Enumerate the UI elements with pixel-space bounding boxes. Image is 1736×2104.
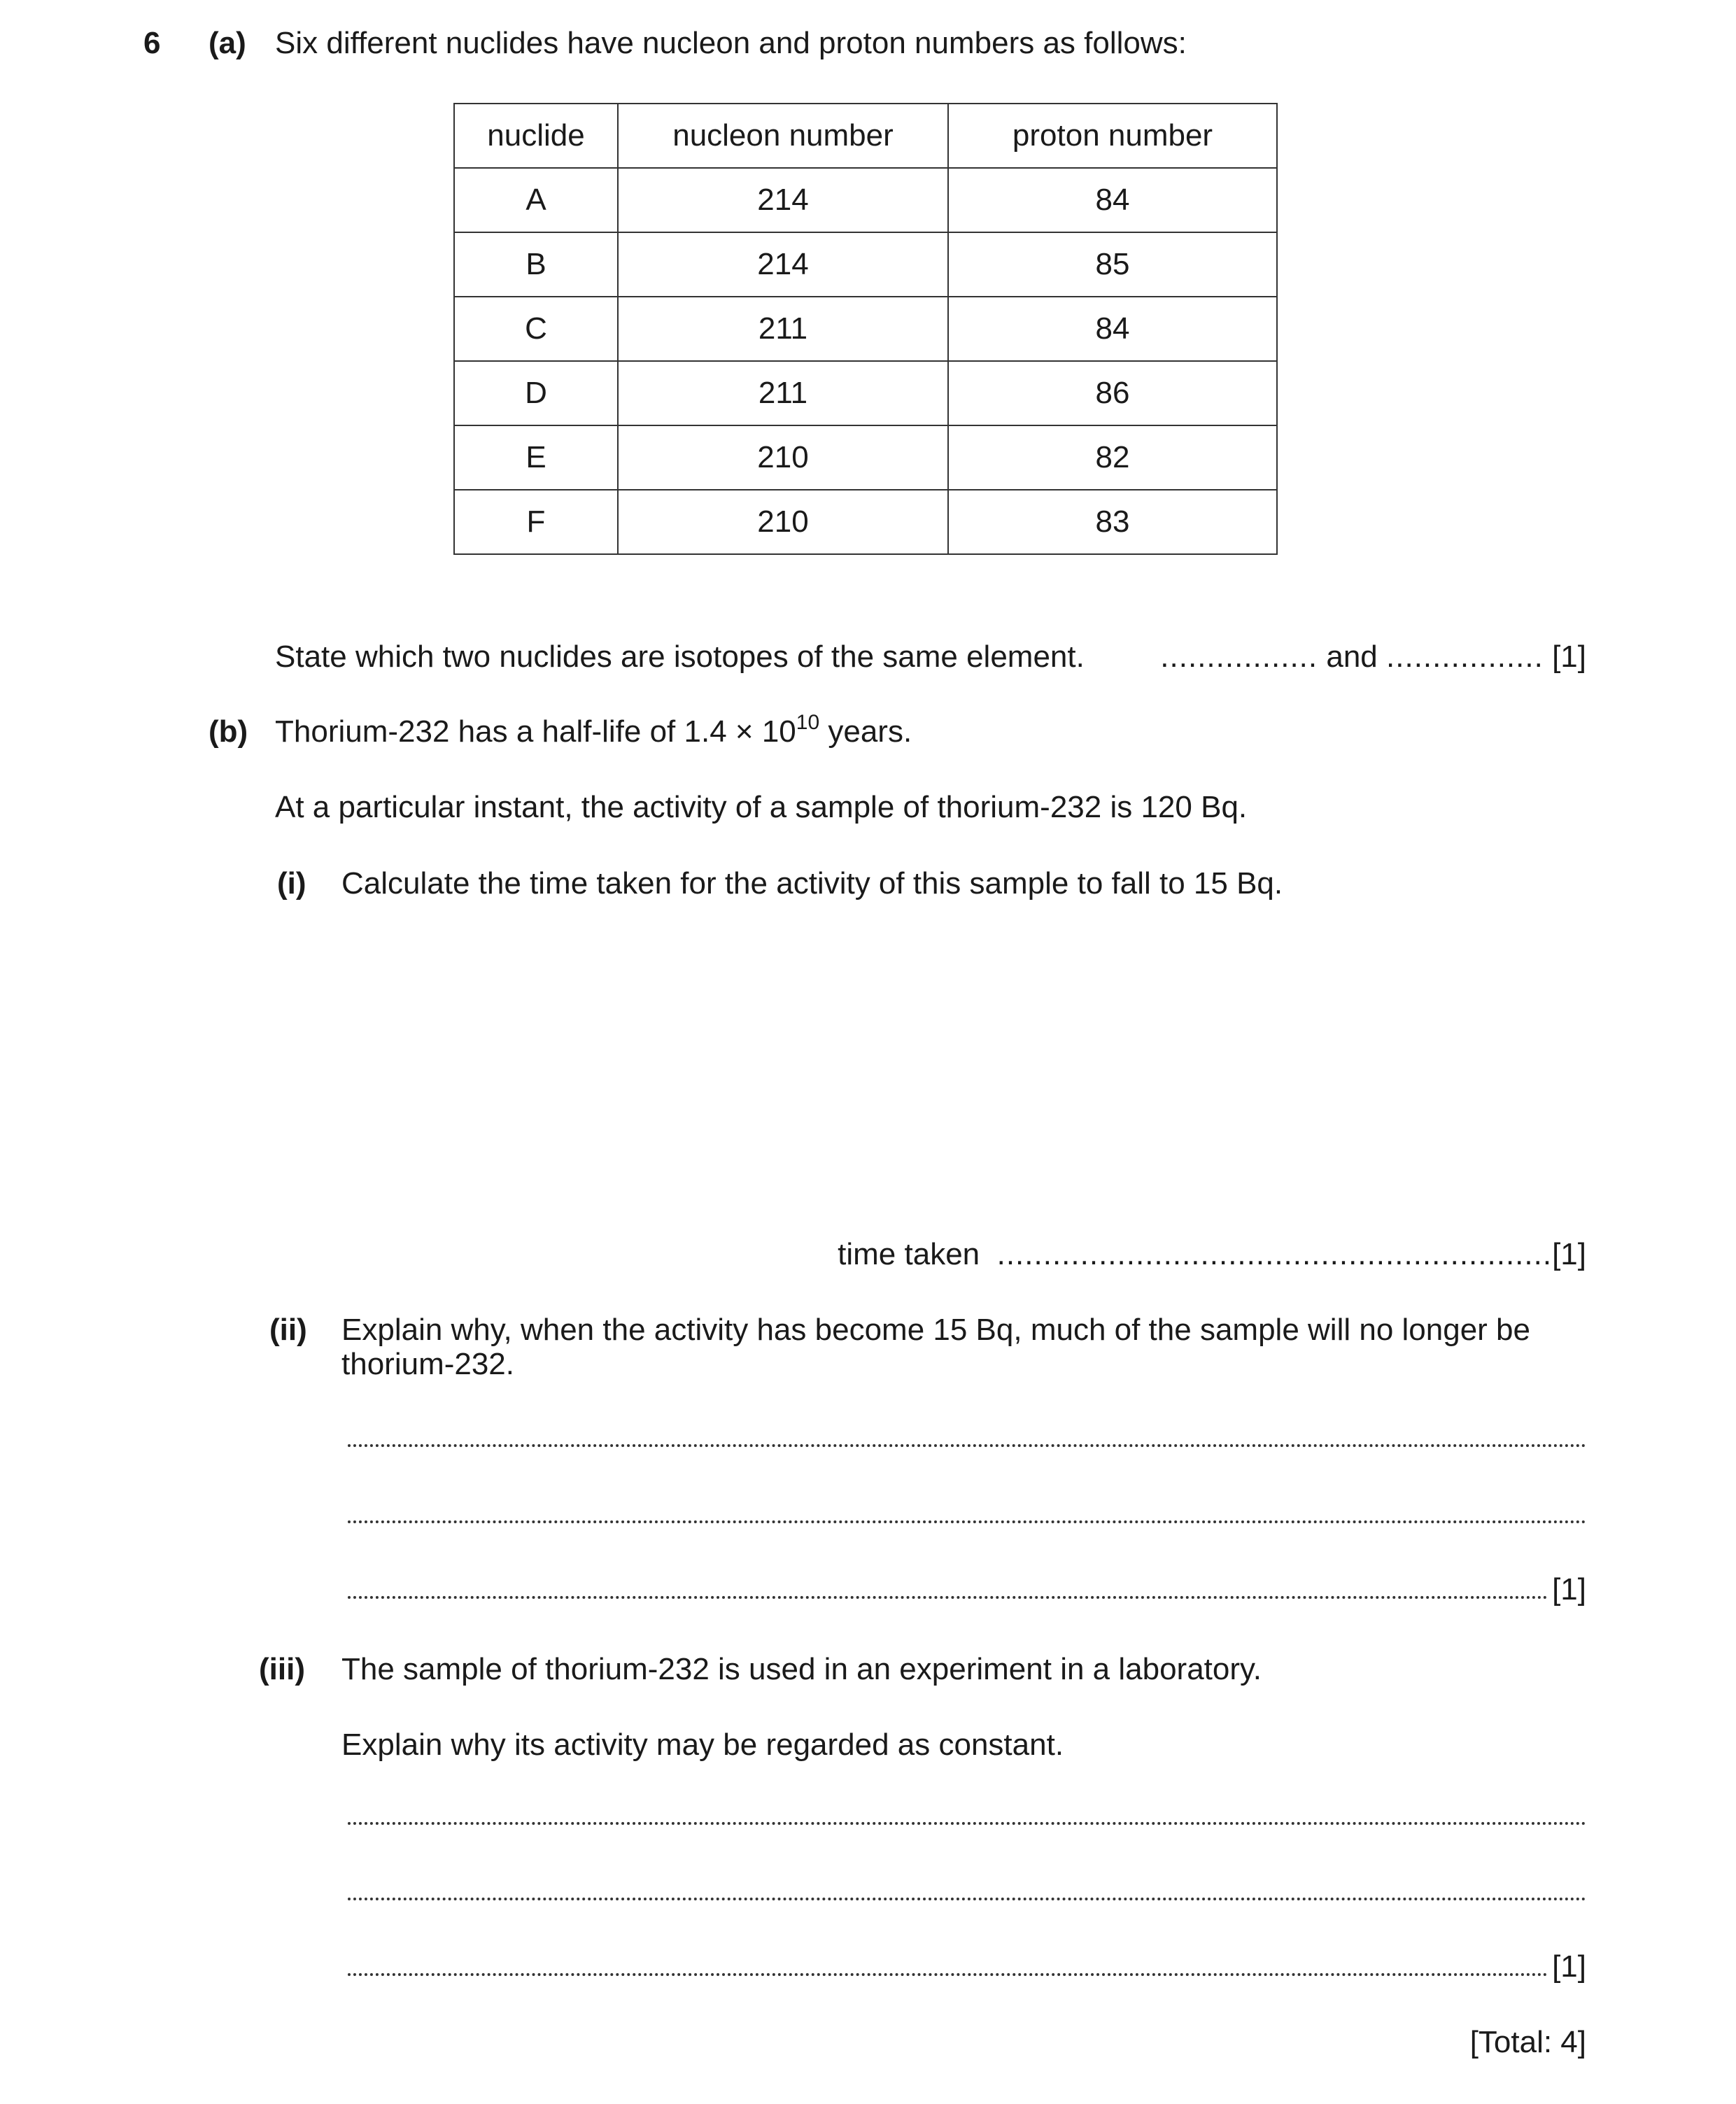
sub-i-text: Calculate the time taken for the activity of this sample to fall to 15 Bq. (341, 866, 1283, 901)
cell-proton: 84 (948, 297, 1277, 361)
cell-nucleon: 211 (618, 361, 948, 425)
table-row (454, 490, 1277, 554)
sub-iii-text: The sample of thorium-232 is used in an experiment in a laboratory. (341, 1652, 1262, 1686)
total-marks: [Total: 4] (1469, 2025, 1586, 2059)
half-life-unit: years. (819, 714, 912, 749)
time-taken-label: time taken (838, 1237, 980, 1271)
half-life-exponent: 10 (796, 711, 820, 734)
table-row (454, 361, 1277, 425)
sub-ii-label: (ii) (269, 1313, 307, 1347)
answer-line[interactable] (348, 1973, 1548, 1976)
sub-ii-marks: [1] (1552, 1572, 1586, 1607)
time-taken-answer[interactable] (838, 1239, 1586, 1270)
cell-nuclide: A (454, 168, 618, 232)
working-space[interactable] (341, 917, 1587, 1217)
sub-iii-text2: Explain why its activity may be regarded as constant. (341, 1728, 1064, 1762)
answer-and: and (1326, 640, 1378, 674)
sub-iii-marks: [1] (1552, 1949, 1586, 1984)
question-number: 6 (143, 26, 161, 60)
part-b-label: (b) (209, 714, 248, 749)
cell-proton: 86 (948, 361, 1277, 425)
sub-i-marks: [1] (1552, 1237, 1586, 1271)
cell-nuclide: B (454, 232, 618, 297)
sub-i-label: (i) (277, 866, 306, 901)
cell-nuclide: F (454, 490, 618, 554)
sub-ii-text-line1: Explain why, when the activity has become 15 Bq, much of the sample will no longer be (341, 1313, 1530, 1347)
nuclide-table (453, 103, 1278, 555)
header-proton-number: proton number (948, 104, 1277, 168)
cell-nucleon: 214 (618, 168, 948, 232)
cell-nucleon: 210 (618, 490, 948, 554)
cell-nuclide: D (454, 361, 618, 425)
cell-proton: 85 (948, 232, 1277, 297)
cell-proton: 84 (948, 168, 1277, 232)
header-nuclide: nuclide (454, 104, 618, 168)
part-a-label: (a) (209, 26, 246, 60)
part-a-marks: [1] (1552, 640, 1586, 674)
answer-line[interactable] (348, 1596, 1548, 1599)
activity-statement: At a particular instant, the activity of a sample of thorium-232 is 120 Bq. (275, 790, 1248, 824)
cell-proton: 83 (948, 490, 1277, 554)
half-life-statement (275, 711, 912, 749)
cell-nucleon: 210 (618, 425, 948, 490)
sub-ii-text-line2: thorium-232. (341, 1347, 515, 1381)
cell-nuclide: C (454, 297, 618, 361)
cell-nucleon: 214 (618, 232, 948, 297)
cell-nuclide: E (454, 425, 618, 490)
sub-iii-label: (iii) (259, 1652, 305, 1686)
part-a-intro: Six different nuclides have nucleon and proton numbers as follows: (275, 26, 1187, 60)
answer-blank-2[interactable]: ................. (1386, 640, 1544, 674)
answer-line[interactable] (348, 1822, 1586, 1825)
time-taken-blank[interactable]: ............................................................ (996, 1237, 1553, 1271)
half-life-text: Thorium-232 has a half-life of 1.4 × 10 (275, 714, 796, 749)
table-row (454, 297, 1277, 361)
answer-line[interactable] (348, 1898, 1586, 1900)
part-a-prompt: State which two nuclides are isotopes of the same element. (275, 640, 1085, 674)
table-header-row (454, 104, 1277, 168)
cell-proton: 82 (948, 425, 1277, 490)
answer-line[interactable] (348, 1520, 1586, 1523)
table-row (454, 168, 1277, 232)
part-a-answer[interactable] (1160, 642, 1586, 672)
answer-line[interactable] (348, 1444, 1586, 1447)
cell-nucleon: 211 (618, 297, 948, 361)
header-nucleon-number: nucleon number (618, 104, 948, 168)
answer-blank-1[interactable]: ................. (1160, 640, 1318, 674)
table-row (454, 232, 1277, 297)
table-row (454, 425, 1277, 490)
